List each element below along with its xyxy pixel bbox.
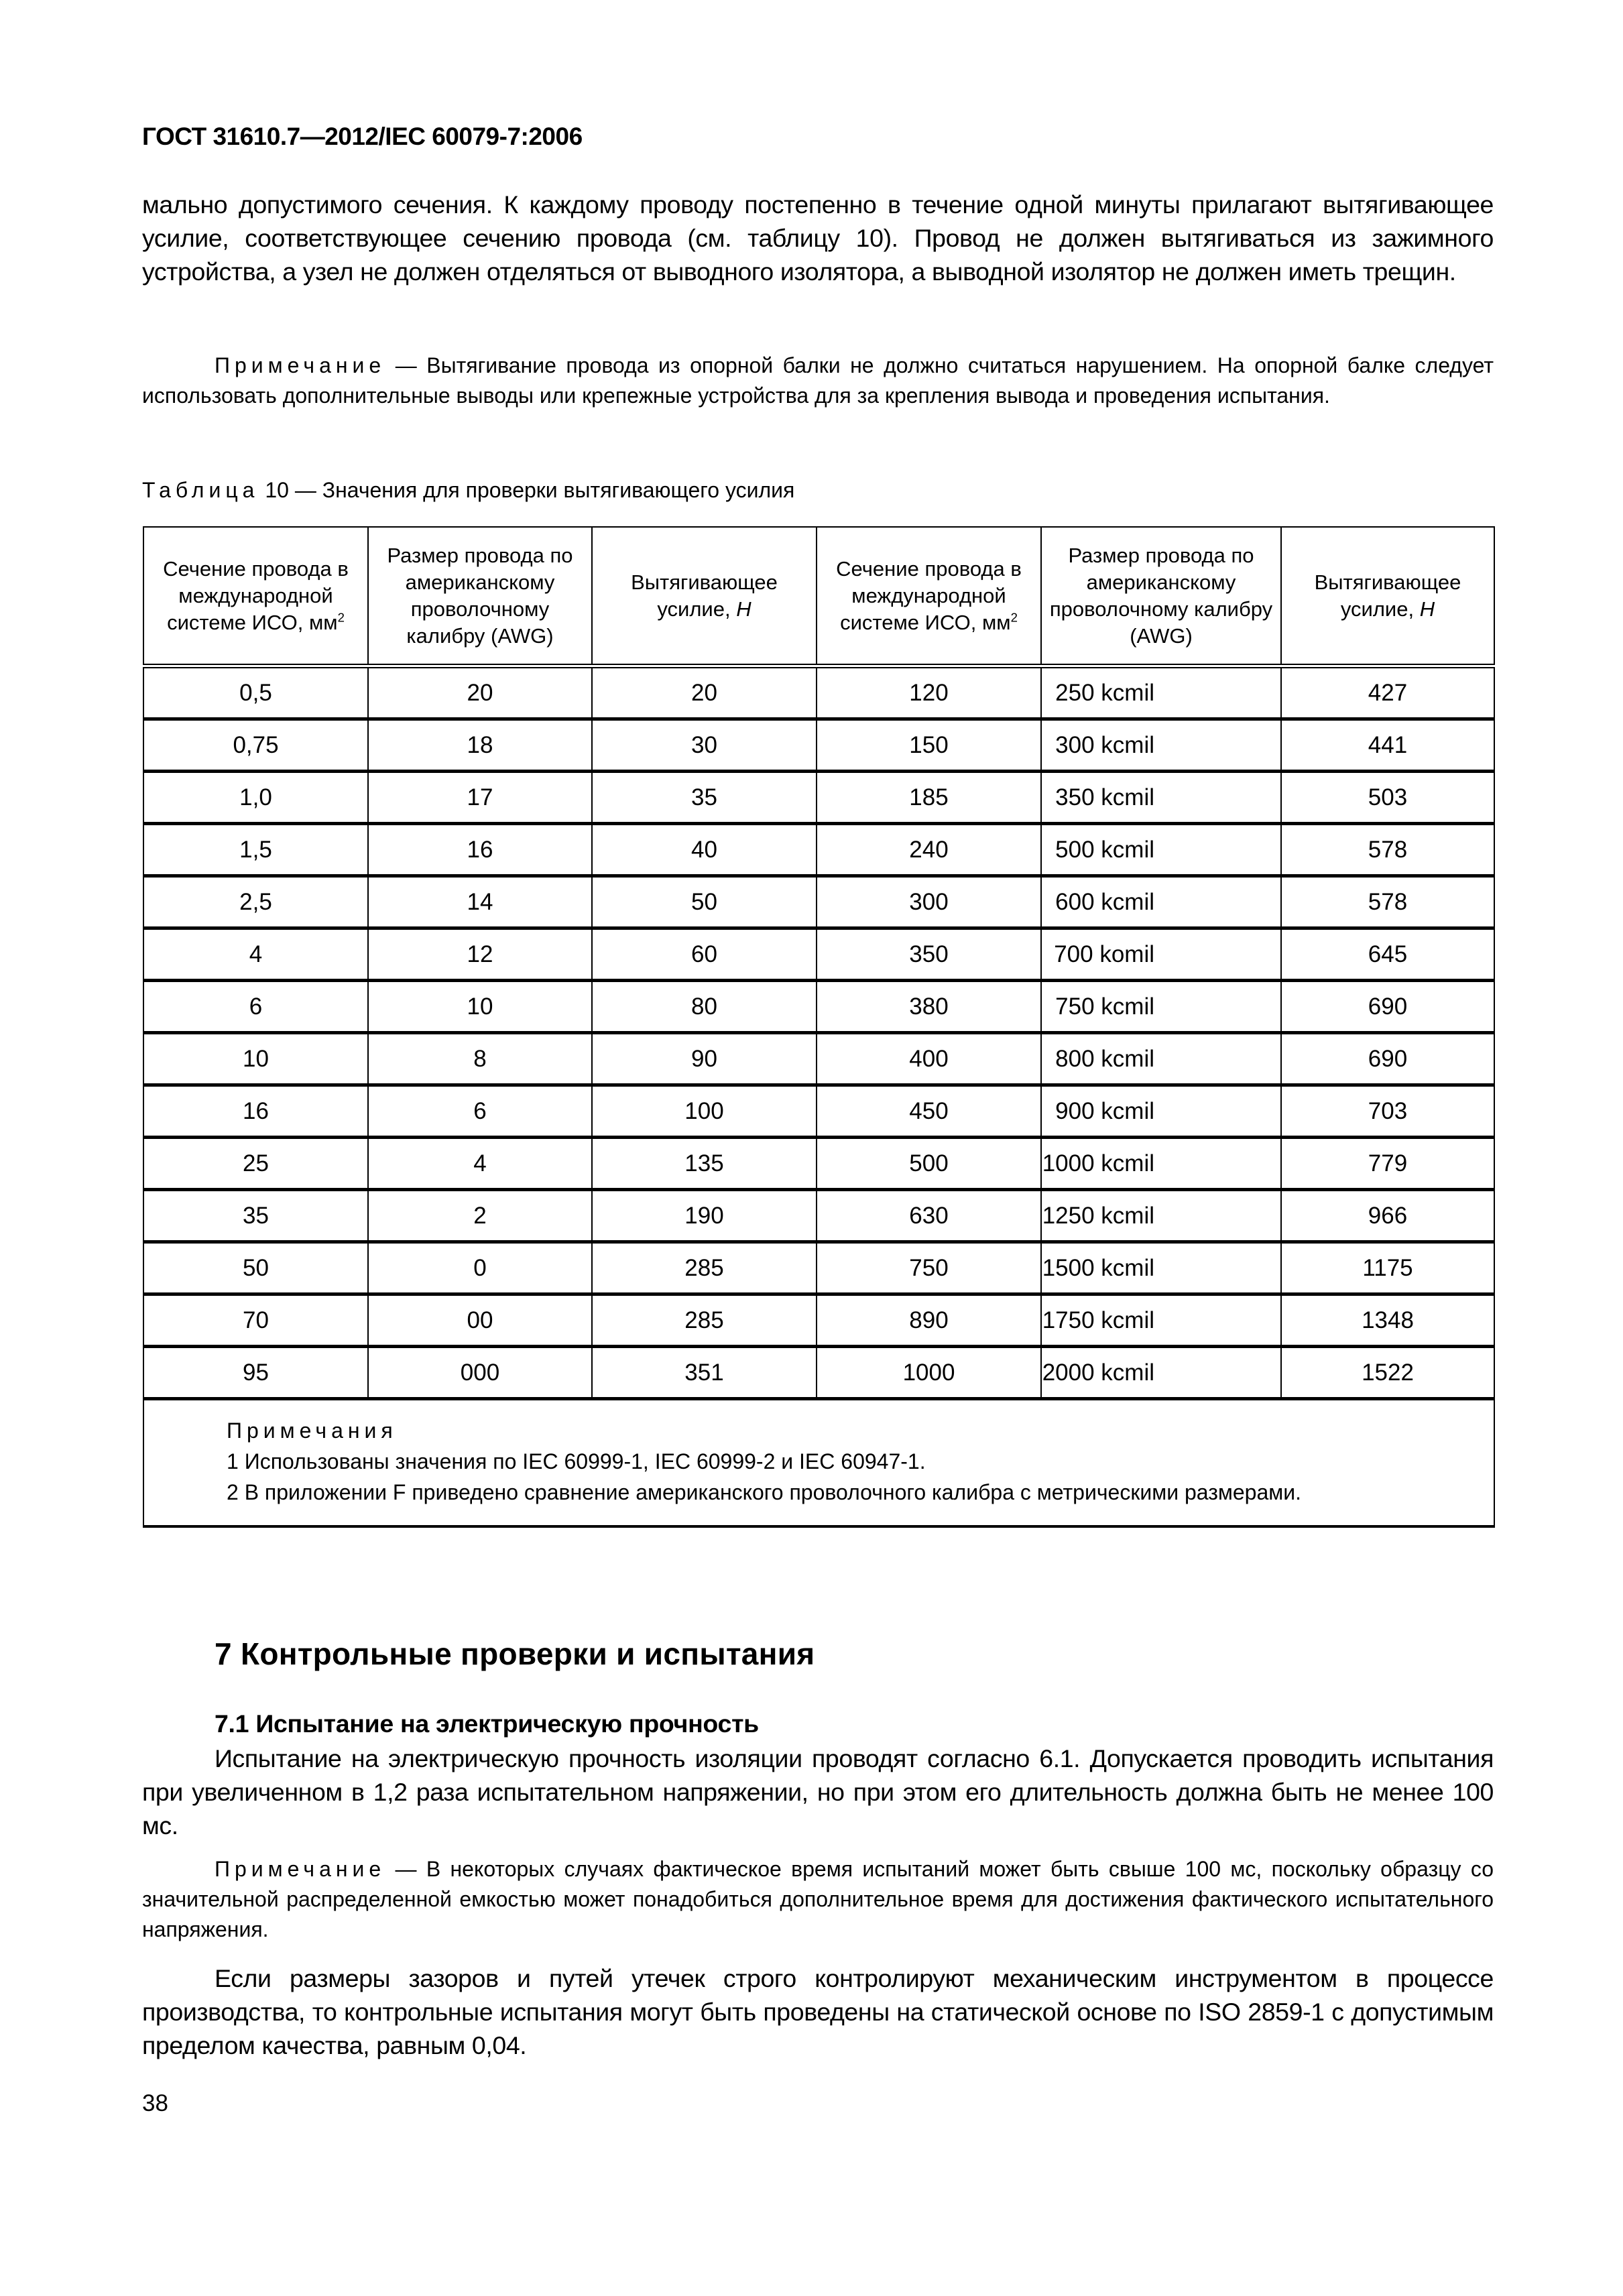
table-cell: 750 (817, 1242, 1041, 1294)
table-row (143, 666, 1494, 719)
pull-force-table (143, 526, 1495, 1528)
table-row (143, 824, 1494, 876)
table-header-cell (1041, 527, 1281, 666)
table-cell: 503 (1281, 772, 1494, 824)
table-cell: 95 (143, 1347, 368, 1399)
table-cell: 0,5 (143, 666, 368, 719)
table-cell: 700 komil (1041, 928, 1281, 981)
table-cell: 50 (592, 876, 817, 928)
table-cell: 000 (368, 1347, 592, 1399)
table-header-cell (817, 527, 1041, 666)
table-cell: 14 (368, 876, 592, 928)
table-cell: 500 kcmil (1041, 824, 1281, 876)
table-cell: 00 (368, 1294, 592, 1347)
table-cell: 30 (592, 719, 817, 772)
table-cell: 578 (1281, 824, 1494, 876)
table-cell: 35 (143, 1190, 368, 1242)
table-cell: 10 (368, 981, 592, 1033)
table-cell: 300 (817, 876, 1041, 928)
table-cell: 1,5 (143, 824, 368, 876)
table-cell: 17 (368, 772, 592, 824)
table-header-cell (368, 527, 592, 666)
document-header-standard-code: ГОСТ 31610.7—2012/IEC 60079-7:2006 (142, 123, 583, 150)
table-cell: 1250 kcmil (1041, 1190, 1281, 1242)
table-cell: 2,5 (143, 876, 368, 928)
table-cell: 1500 kcmil (1041, 1242, 1281, 1294)
table-cell: 690 (1281, 981, 1494, 1033)
table-row (143, 928, 1494, 981)
table-note-item: 1 Использованы значения по IEC 60999-1, IEC 60999-2 и IEC 60947-1. (227, 1449, 926, 1473)
table-cell: 8 (368, 1033, 592, 1085)
table-cell: 6 (368, 1085, 592, 1138)
table-cell: 1,0 (143, 772, 368, 824)
note-text: — В некоторых случаях фактическое время испытаний может быть свыше 100 мс, поскольку образцу со значительной распределенной емкостью может понадобиться дополнительное время для достижения фактического испытательного напряжения. (142, 1857, 1494, 1941)
table-row (143, 1242, 1494, 1294)
table-caption-label: Таблица (142, 478, 259, 502)
table-cell: 25 (143, 1138, 368, 1190)
table-notes-row (143, 1399, 1494, 1527)
table-cell: 10 (143, 1033, 368, 1085)
table-row (143, 1085, 1494, 1138)
table-cell: 2000 kcmil (1041, 1347, 1281, 1399)
header-text: Сечение провода в международной системе ИСО, мм (836, 556, 1022, 634)
table-row (143, 876, 1494, 928)
note-pullout (142, 351, 1494, 411)
note-label: Примечание (215, 353, 386, 377)
table-header-cell (143, 527, 368, 666)
table-cell: 150 (817, 719, 1041, 772)
table-cell: 1750 kcmil (1041, 1294, 1281, 1347)
table-row (143, 719, 1494, 772)
table-cell: 16 (368, 824, 592, 876)
table-cell: 285 (592, 1294, 817, 1347)
table-cell: 80 (592, 981, 817, 1033)
table-cell: 350 kcmil (1041, 772, 1281, 824)
table-cell: 60 (592, 928, 817, 981)
table-cell: 890 (817, 1294, 1041, 1347)
table-cell: 120 (817, 666, 1041, 719)
table-row (143, 1347, 1494, 1399)
table-cell: 20 (592, 666, 817, 719)
table-cell: 900 kcmil (1041, 1085, 1281, 1138)
table-cell: 35 (592, 772, 817, 824)
table-cell: 40 (592, 824, 817, 876)
table-row (143, 1294, 1494, 1347)
table-notes-label: Примечания (227, 1418, 398, 1443)
table-cell: 351 (592, 1347, 817, 1399)
table-cell: 690 (1281, 1033, 1494, 1085)
table-row (143, 1033, 1494, 1085)
table-cell: 190 (592, 1190, 817, 1242)
table-cell: 6 (143, 981, 368, 1033)
table-cell: 779 (1281, 1138, 1494, 1190)
table-cell: 427 (1281, 666, 1494, 719)
table-row (143, 772, 1494, 824)
table-header-row (143, 527, 1494, 666)
header-superscript: 2 (1010, 610, 1018, 625)
intro-paragraph: мально допустимого сечения. К каждому проводу постепенно в течение одной минуты прилагают вытягивающее усилие, соответствующее сечению провода (см. таблицу 10). Провод не должен вытягиваться из зажимного устройства, а узел не должен отделяться от выводного изолятора, а выводной изолятор не должен иметь трещин. (142, 190, 1494, 286)
table-cell: 1348 (1281, 1294, 1494, 1347)
section-7-1-title: 7.1 Испытание на электрическую прочность (215, 1709, 759, 1738)
table-cell: 1000 (817, 1347, 1041, 1399)
table-cell: 240 (817, 824, 1041, 876)
table-cell: 12 (368, 928, 592, 981)
table-notes (143, 1399, 1494, 1527)
table-cell: 4 (143, 928, 368, 981)
note-label: Примечание (215, 1857, 386, 1881)
section-7-1-paragraph-2: Если размеры зазоров и путей утечек строго контролируют механическим инструментом в процессе производства, то контрольные испытания могут быть проведены на статической основе по ISO 2859-1 с допустимым пределом качества, равным 0,04. (142, 1964, 1494, 2059)
table-cell: 4 (368, 1138, 592, 1190)
table-caption-number: 10 (265, 478, 289, 502)
table-note-item: 2 В приложении F приведено сравнение американского проволочного калибра с метрическими размерами. (227, 1480, 1302, 1504)
table-cell: 0,75 (143, 719, 368, 772)
table-caption (142, 478, 794, 503)
table-cell: 70 (143, 1294, 368, 1347)
table-cell: 50 (143, 1242, 368, 1294)
table-row (143, 1190, 1494, 1242)
header-unit: Н (736, 597, 752, 621)
table-cell: 20 (368, 666, 592, 719)
table-cell: 500 (817, 1138, 1041, 1190)
table-cell: 966 (1281, 1190, 1494, 1242)
page-number: 38 (142, 2090, 168, 2116)
table-cell: 578 (1281, 876, 1494, 928)
table-cell: 441 (1281, 719, 1494, 772)
table-cell: 285 (592, 1242, 817, 1294)
section-7-1-paragraph: Испытание на электрическую прочность изоляции проводят согласно 6.1. Допускается проводить испытания при увеличенном в 1,2 раза испытательном напряжении, но при этом его длительность должна быть не менее 100 мс. (142, 1744, 1494, 1839)
table-cell: 135 (592, 1138, 817, 1190)
table-cell: 2 (368, 1190, 592, 1242)
table-cell: 250 kcmil (1041, 666, 1281, 719)
table-row (143, 981, 1494, 1033)
header-text: Сечение провода в международной системе ИСО, мм (163, 556, 349, 634)
header-text: Размер провода по американскому проволочному калибру (AWG) (1049, 543, 1273, 648)
table-cell: 380 (817, 981, 1041, 1033)
note-text: — Вытягивание провода из опорной балки не должно считаться нарушением. На опорной балке следует использовать дополнительные выводы или крепежные устройства для за крепления вывода и проведения испытания. (142, 353, 1494, 408)
table-row (143, 1138, 1494, 1190)
table-cell: 18 (368, 719, 592, 772)
table-cell: 1175 (1281, 1242, 1494, 1294)
table-cell: 750 kcmil (1041, 981, 1281, 1033)
table-cell: 1000 kcmil (1041, 1138, 1281, 1190)
table-cell: 300 kcmil (1041, 719, 1281, 772)
table-cell: 703 (1281, 1085, 1494, 1138)
table-cell: 0 (368, 1242, 592, 1294)
header-superscript: 2 (337, 610, 345, 625)
table-cell: 90 (592, 1033, 817, 1085)
table-cell: 16 (143, 1085, 368, 1138)
table-cell: 600 kcmil (1041, 876, 1281, 928)
header-text: Вытягивающее усилие, (631, 570, 778, 621)
table-cell: 350 (817, 928, 1041, 981)
header-unit: Н (1419, 597, 1435, 621)
table-header-cell (592, 527, 817, 666)
header-text: Размер провода по американскому проволочному калибру (AWG) (387, 543, 573, 648)
table-cell: 1522 (1281, 1347, 1494, 1399)
table-cell: 400 (817, 1033, 1041, 1085)
table-caption-text: — Значения для проверки вытягивающего усилия (288, 478, 795, 502)
header-text: Вытягивающее усилие, (1314, 570, 1461, 621)
section-7-title: 7 Контрольные проверки и испытания (215, 1636, 815, 1671)
table-cell: 185 (817, 772, 1041, 824)
table-cell: 630 (817, 1190, 1041, 1242)
table-header-cell (1281, 527, 1494, 666)
table-cell: 800 kcmil (1041, 1033, 1281, 1085)
section-7-1-note (142, 1854, 1494, 1945)
table-cell: 100 (592, 1085, 817, 1138)
table-cell: 645 (1281, 928, 1494, 981)
table-cell: 450 (817, 1085, 1041, 1138)
